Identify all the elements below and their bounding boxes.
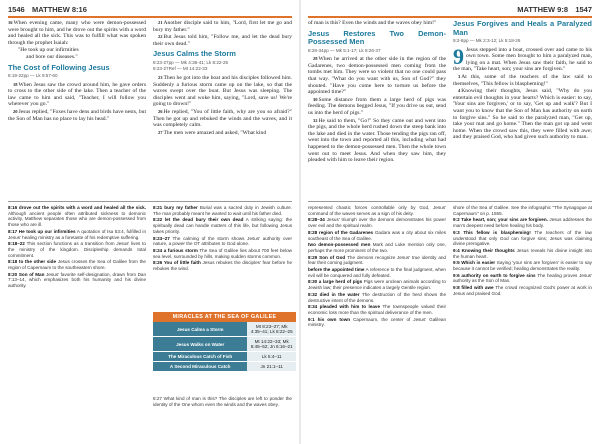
verse-paragraph: $^{26}$He replied, "You of little faith, why are you so afraid?" Then he got up and rebuked the winds and the waves, and it was completely calm.: [153, 109, 292, 129]
table-cell-refs: Jn 21:1–11: [247, 362, 296, 372]
scripture-column-2: [453, 20, 592, 198]
header-bar: [8, 16, 292, 18]
study-note: 8:18–22 This section functions as a transition from Jesus' lives to the ministry of the kingdom. Discipleship demands total commitment.: [8, 241, 146, 258]
page-header: [0, 5, 300, 17]
table-cell-refs: Mt 8:23–27; Mk 4:35–41; Lk 8:22–25: [247, 322, 296, 337]
parallel-reference: 8:19-22pp — Lk 9:57-60: [8, 73, 58, 79]
study-note: represented chaotic forces controllable only by God, Jesus' command of the waves serves as a sign of his deity.: [308, 205, 446, 216]
table-cell-refs: Lk 5:4–11: [247, 352, 296, 362]
study-note: 8:28–34 Jesus' triumph over the demons demonstrates his power over evil and the spiritual realm.: [308, 217, 446, 229]
table-row: [153, 337, 296, 352]
verse-paragraph: $^{32}$He said to them, "Go!" So they came out and went into the pigs, and the whole herd rushed down the steep bank into the lake and died in the water. Those tending the pigs ran off, went into the town and reported all this, including what had happened to the demon-possessed men. Then the whole town went out to meet Jesus. And when they saw him, they pleaded with him to leave their region.: [308, 117, 446, 164]
study-note: 8:34 pleaded with him to leave The townspeople valued their economic loss more than the spiritual deliverance of the men.: [308, 304, 446, 315]
table-title: MIRACLES AT THE SEA OF GALILEE: [153, 312, 296, 322]
study-note: 9:8 filled with awe The crowd recognized God's power at work in Jesus and praised God.: [453, 285, 592, 296]
miracles-table-body: [153, 322, 296, 372]
study-note: 8:20 Son of Man Jesus' favorite self-designation, drawn from Dan 7:13–14, which emphasizes both his humanity and his divine authority.: [8, 271, 146, 289]
parallel-reference: 8:23-27pp — Mk 4:36-41; Lk 8:22-25: [153, 59, 229, 65]
study-notes-bottom: [153, 396, 292, 440]
section-heading: Jesus Restores Two Demon-Possessed Men: [308, 28, 446, 47]
study-notes-column-2: [453, 205, 592, 441]
page-number: 1547: [575, 5, 592, 14]
study-note: 9:6 authority on earth to forgive sins The healing proves Jesus' authority as the Son of Man.: [453, 272, 592, 284]
section-heading: Jesus Calms the Storm: [153, 49, 236, 59]
study-note: 8:21 bury my father Burial was a sacred duty in Jewish culture. The man probably meant he wanted to wait until his father died.: [153, 205, 292, 216]
table-cell-name: A Second Miraculous Catch: [153, 362, 247, 372]
table-row: [153, 322, 296, 337]
study-note: 9:1 his own town Capernaum, the center of Jesus' Galilean ministry.: [308, 316, 446, 328]
study-note: 8:22 let the dead bury their own dead A striking saying: the spiritually dead can handle matters of this life, but following Jesus takes priority.: [153, 217, 292, 234]
verse-paragraph: $^{22}$But Jesus told him, "Follow me, and let the dead bury their own dead.": [153, 34, 292, 47]
scripture-column-1: [308, 20, 446, 198]
notes-divider: [308, 201, 592, 202]
page-number: 1546: [8, 5, 25, 14]
page-header: [300, 5, 600, 17]
study-note: 8:27 What kind of man is this? The disciples are left to ponder the identity of the One whom even the winds and the waves obey.: [153, 396, 292, 407]
study-note: two demon-possessed men Mark and Luke mention only one, perhaps the more prominent of the two.: [308, 242, 446, 253]
book-header: MATTHEW 9:8: [517, 5, 568, 14]
notes-divider: [8, 201, 292, 202]
study-note: 9:2 Take heart, son; your sins are forgiven. Jesus addresses the man's deepest need before healing his body.: [453, 217, 592, 229]
poetry-line: "He took up our infirmities: [18, 47, 79, 54]
verse-paragraph: $^{16}$When evening came, many who were demon-possessed were brought to him, and he drove out the spirits with a word and healed all the sick. This was to fulfill what was spoken through the prophet Isaiah:: [8, 20, 146, 46]
verse-paragraph: 9 Jesus stepped into a boat, crossed over and came to his own town. Some men brought to him a paralyzed man, lying on a mat. When Jesus saw their faith, he said to the man, "Take heart, son; your sins are forgiven.": [453, 43, 592, 73]
table-row: [153, 352, 296, 362]
verse-paragraph: of man is this? Even the winds and the waves obey him!": [308, 20, 437, 26]
verse-paragraph: $^3$At this, some of the teachers of the law said to themselves, "This fellow is blaspheming!": [453, 73, 592, 87]
study-note: 9:4 Knowing their thoughts Jesus reveals his divine insight into the human heart.: [453, 247, 592, 259]
chapter-number: 9: [453, 43, 464, 69]
right-page: [300, 0, 600, 444]
study-note: 9:5 Which is easier Saying 'your sins are forgiven' is easier to say because it cannot be verified; healing demonstrates the reality.: [453, 260, 592, 272]
table-cell-refs: Mt 14:22–33; Mk 6:45–52; Jn 6:16–21: [247, 337, 296, 352]
study-notes-column-2: [153, 205, 292, 309]
section-heading: Jesus Forgives and Heals a Paralyzed Man: [453, 20, 592, 37]
scripture-column-2: [153, 20, 292, 198]
study-note: 8:29 Son of God The demons recognize Jesus' true identity and fear their coming judgment.: [308, 254, 446, 266]
study-note: 8:18 to the other side Jesus crosses the Sea of Galilee from the region of Capernaum to the southeastern shore.: [8, 259, 146, 271]
poetry-line: and bore our diseases.": [26, 53, 78, 60]
study-note: 8:16 drove out the spirits with a word and healed all the sick. Although ancient people often attributed sickness to demonic activity, Matthew separates those who are demon-possessed from those who are ill.: [8, 205, 146, 228]
study-note: shore of the Sea of Galilee. See the infographic "The Synagogue at Capernaum" on p. 1555.: [453, 205, 592, 216]
study-notes-column-1: [8, 205, 146, 441]
study-note: 9:3 This fellow is blaspheming! The teachers of the law understood that only God can forgive sins; Jesus was claiming divine prerogative.: [453, 229, 592, 247]
study-note: 8:30 a large herd of pigs Pigs were unclean animals according to Jewish law; their presence indicates a largely Gentile region.: [308, 279, 446, 291]
table-cell-name: Jesus Calms a Storm: [153, 322, 247, 337]
table-cell-name: Jesus Walks on Water: [153, 337, 247, 352]
header-bar: [308, 16, 592, 18]
parallel-reference: 9:2-8pp — Mk 2:3-12; Lk 5:18-26: [453, 38, 521, 43]
verse-paragraph: $^{20}$Jesus replied, "Foxes have dens and birds have nests, but the Son of Man has no place to lay his head.": [8, 109, 146, 122]
verse-paragraph: $^{27}$The men were amazed and asked, "What kind: [158, 129, 267, 136]
study-note: 8:26 You of little faith Jesus rebukes the disciples' fear before he rebukes the wind.: [153, 260, 292, 272]
scripture-column-1: [8, 20, 146, 198]
verse-paragraph: $^{28}$When he arrived at the other side in the region of the Gadarenes, two demon-possessed men coming from the tombs met him. They were so violent that no one could pass that way. "What do you want with us, Son of God?" they shouted. "Have you come here to torture us before the appointed time?": [308, 56, 446, 96]
study-note: 8:17 He took up our infirmities A quotation of Isa 53:4, fulfilled in Jesus' healing ministry as a foretaste of his redemptive suffering.: [8, 228, 146, 240]
verse-paragraph: $^{30}$Some distance from them a large herd of pigs was feeding. The demons begged Jesus, "If you drive us out, send us into the herd of pigs.": [308, 96, 446, 116]
study-note: before the appointed time A reference to the final judgment, when evil will be conquered and fully defeated.: [308, 267, 446, 278]
verse-paragraph: $^{21}$Another disciple said to him, "Lord, first let me go and bury my father.": [153, 20, 292, 33]
section-heading: The Cost of Following Jesus: [8, 62, 110, 72]
study-note: 8:23–27 The calming of the storm shows Jesus' authority over nature, a power the OT attributes to God alone.: [153, 235, 292, 247]
study-note: 8:32 died in the water The destruction of the herd shows the destructive intent of the demons.: [308, 291, 446, 303]
table-cell-name: The Miraculous Catch of Fish: [153, 352, 247, 362]
study-notes-column-1: [308, 205, 446, 441]
verse-paragraph: $^{23}$Then he got into the boat and his disciples followed him. Suddenly a furious storm came up on the lake, so that the waves swept over the boat. But Jesus was sleeping. The disciples went and woke him, saying, "Lord, save us! We're going to drown!": [153, 75, 292, 108]
verse-paragraph: $^{18}$When Jesus saw the crowd around him, he gave orders to cross to the other side of the lake. Then a teacher of the law came to him and said, "Teacher, I will follow you wherever you go.": [8, 81, 146, 108]
study-note: 8:28 region of the Gadarenes Gadara was a city about six miles southeast of the Sea of Galilee.: [308, 229, 446, 241]
book-header: MATTHEW 8:16: [32, 5, 87, 14]
study-note: 8:24 a furious storm The Sea of Galilee lies about 700 feet below sea level, surrounded by hills, making sudden storms common.: [153, 247, 292, 259]
parallel-reference: 8:23-27Ref — Mt 14:22-33: [153, 66, 208, 72]
parallel-reference: 8:28-34pp — Mk 5:1-17; Lk 8:26-37: [308, 47, 381, 53]
verse-paragraph: $^4$Knowing their thoughts, Jesus said, "Why do you entertain evil thoughts in your hearts? Which is easier: to say, 'Your sins are forgiven,' or to say, 'Get up and walk'? But I want you to know that the Son of Man has authority on earth to forgive sins." So he said to the paralyzed man, "Get up, take your mat and go home." Then the man got up and went home. When the crowd saw this, they were filled with awe; and they praised God, who had given such authority to man.: [453, 88, 592, 141]
table-row: [153, 362, 296, 372]
miracles-table: [153, 312, 296, 372]
